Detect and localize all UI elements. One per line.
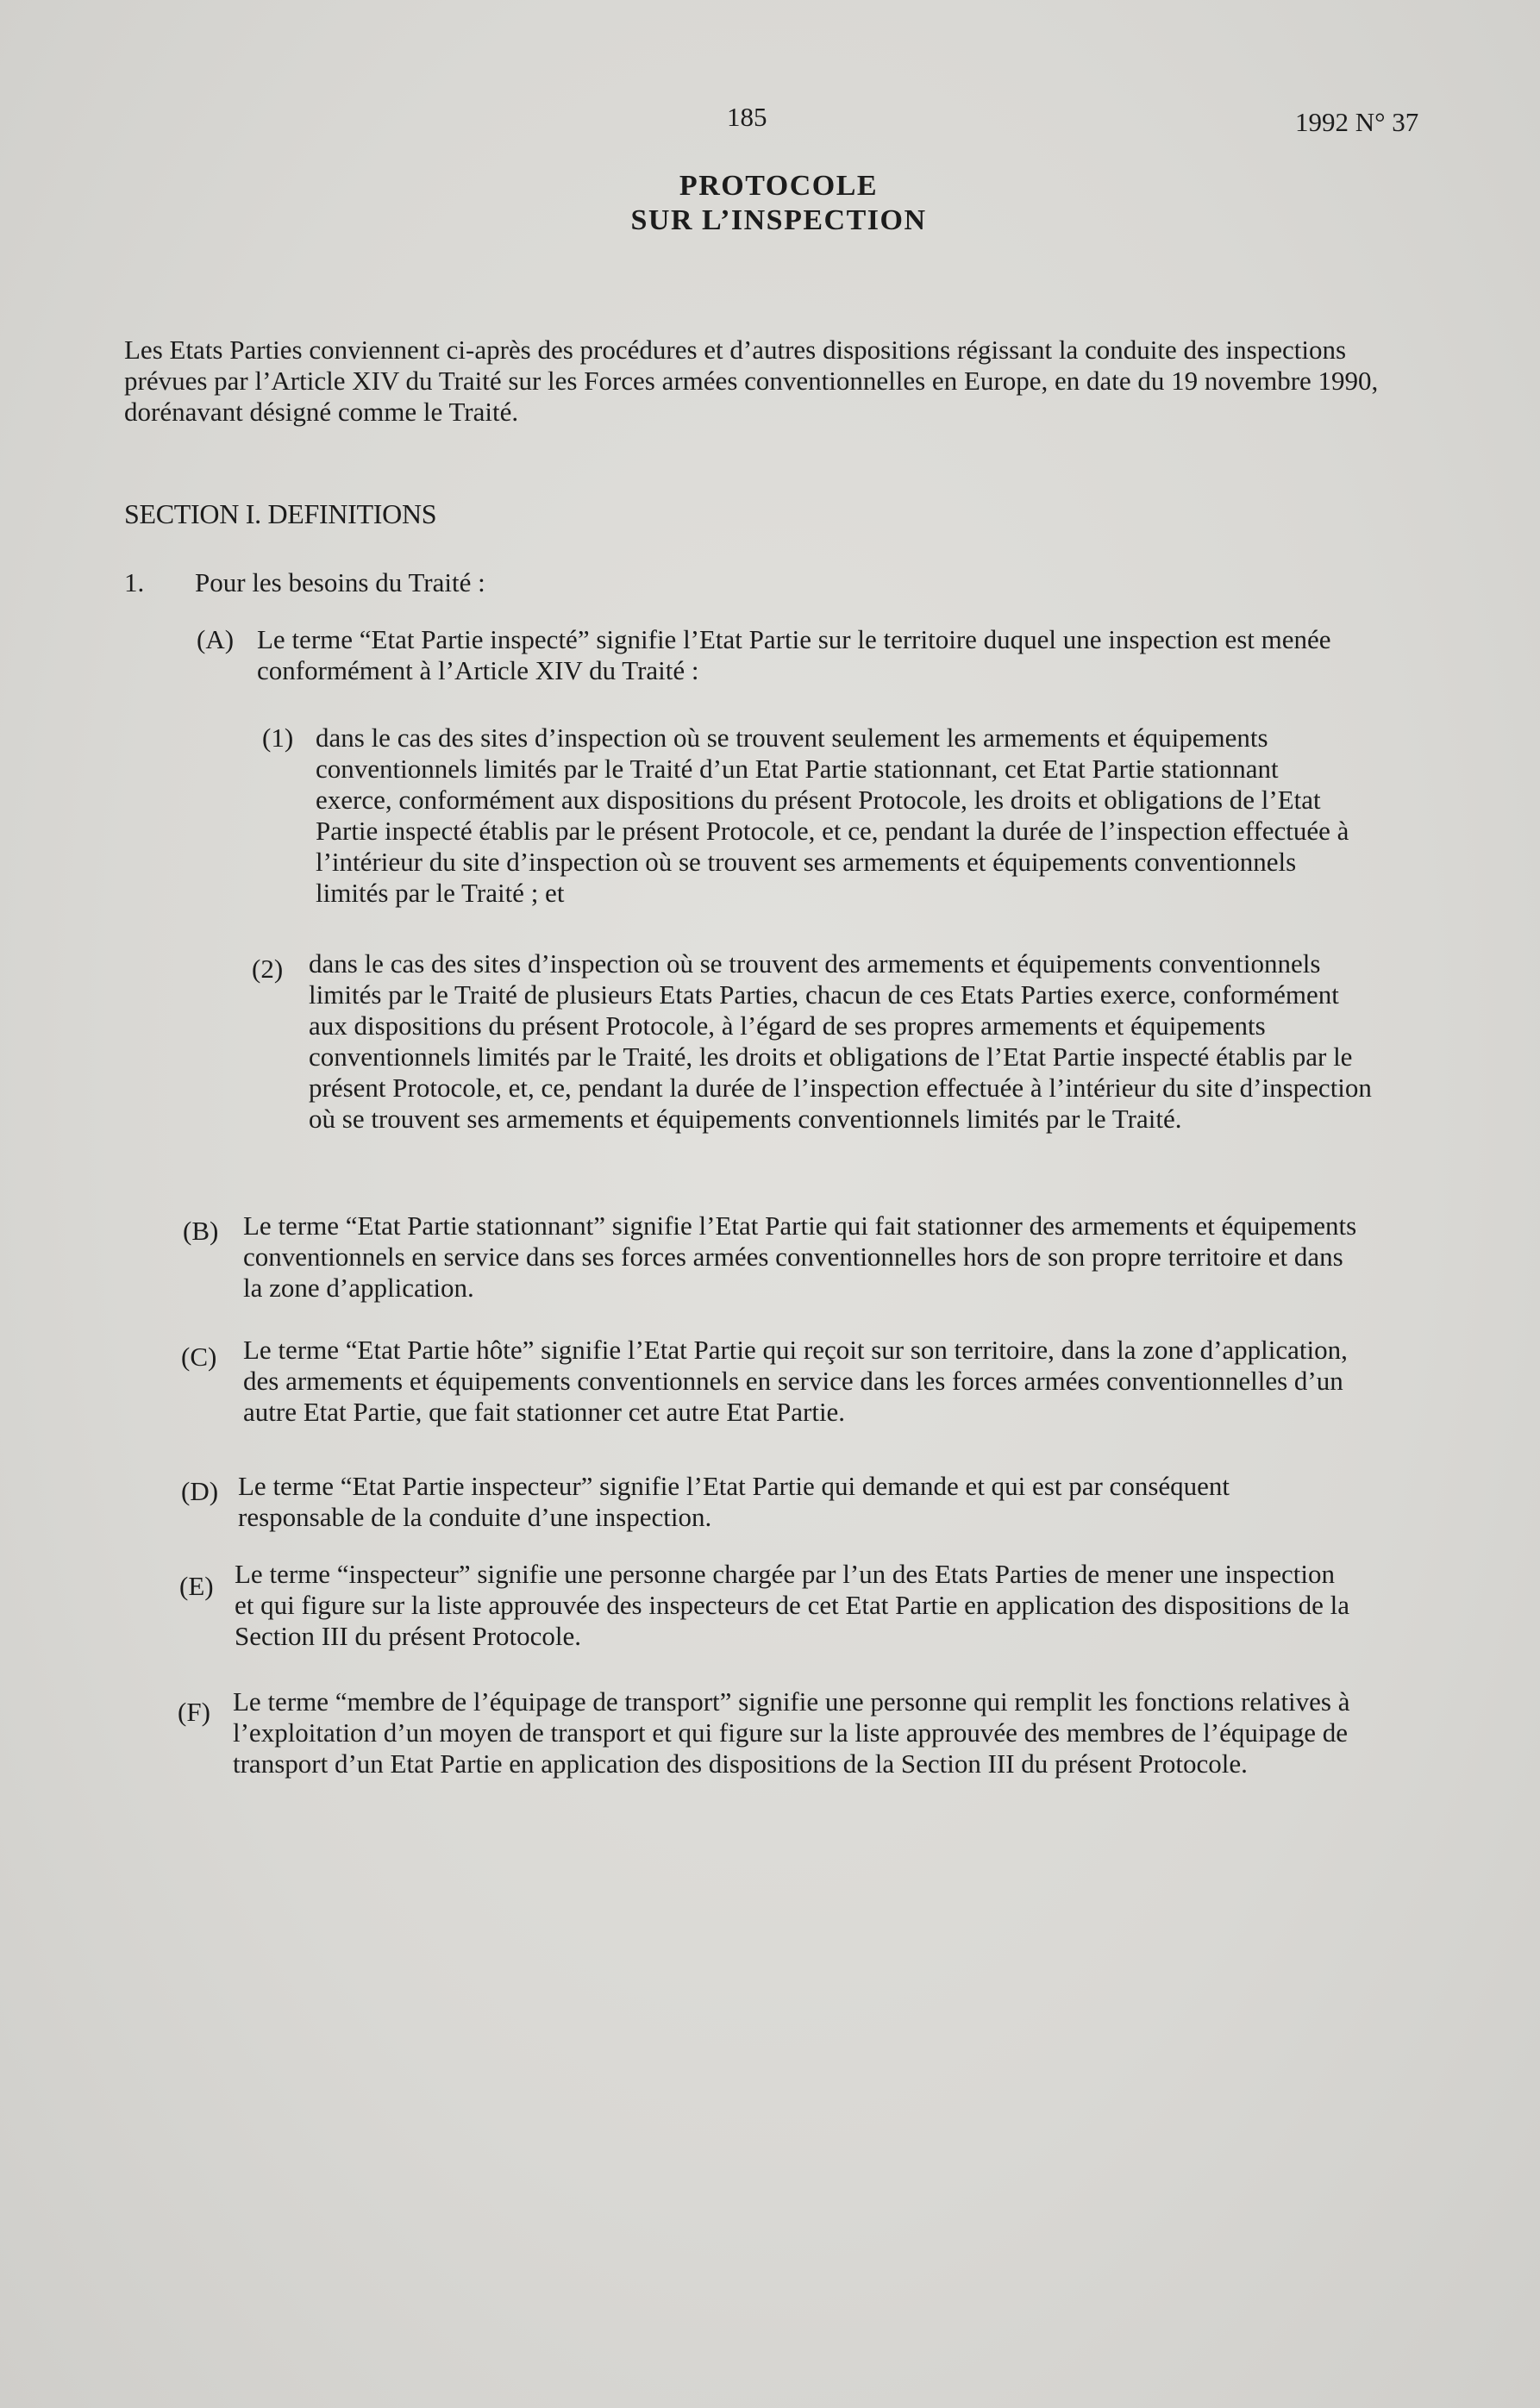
item-text: Pour les besoins du Traité : (195, 567, 485, 597)
item-number: 1. (124, 567, 145, 597)
subitem-text-b: Le terme “Etat Partie stationnant” signifie l’Etat Partie qui fait stationner des armements et équipements conventionnels en service dans ses forces armées conventionnelles hors de son propre territoire et dans la zone d’application. (243, 1210, 1357, 1303)
subitem-text-d: Le terme “Etat Partie inspecteur” signifie l’Etat Partie qui demande et qui est par conséquent responsable de la conduite d’une inspection. (238, 1471, 1230, 1532)
title-line-1: PROTOCOLE (679, 170, 879, 202)
gazette-reference: 1992 N° 37 (1295, 107, 1419, 137)
subitem-label-a2: (2) (252, 954, 284, 984)
subitem-label-d: (D) (181, 1476, 219, 1506)
subitem-text-a2: dans le cas des sites d’inspection où se trouvent des armements et équipements conventionnels limités par le Traité de plusieurs Etats Parties, chacun de ces Etats Parties exerce, conformément aux dispositions du présent Protocole, à l’égard de ses propres armements et équipements conventionnels limités par le Traité, les droits et obligations de l’Etat Partie inspecté établis par le présent Protocole, et, ce, pendant la durée de l’inspection effectuée à l’intérieur du site d’inspection où se trouvent ses armements et équipements conventionnels limités par le Traité. (309, 948, 1372, 1134)
subitem-label-a: (A) (197, 624, 235, 654)
page-number: 185 (727, 102, 767, 132)
subitem-label-b: (B) (183, 1216, 219, 1246)
subitem-label-e: (E) (179, 1571, 214, 1601)
subitem-text-e: Le terme “inspecteur” signifie une personne chargée par l’un des Etats Parties de mener une inspection et qui figure sur la liste approuvée des inspecteurs de cet Etat Partie en application des dispositions de la Section III du présent Protocole. (235, 1559, 1350, 1651)
title-line-2: SUR L’INSPECTION (630, 204, 927, 236)
subitem-text-a1: dans le cas des sites d’inspection où se trouvent seulement les armements et équipements conventionnels limités par le Traité d’un Etat Partie stationnant, cet Etat Partie stationnant exerce, conformément aux dispositions du présent Protocole, les droits et obligations de l’Etat Partie inspecté établis par le présent Protocole, et ce, pendant la durée de l’inspection effectuée à l’intérieur du site d’inspection où se trouvent ses armements et équipements conventionnels limités par le Traité ; et (316, 722, 1349, 908)
subitem-label-a1: (1) (262, 722, 294, 753)
subitem-label-f: (F) (178, 1697, 210, 1727)
subitem-text-f: Le terme “membre de l’équipage de transport” signifie une personne qui remplit les fonctions relatives à l’exploitation d’un moyen de transport et qui figure sur la liste approuvée des membres de l’équipage de transport d’un Etat Partie en application des dispositions de la Section III du présent Protocole. (233, 1686, 1350, 1779)
subitem-text-c: Le terme “Etat Partie hôte” signifie l’Etat Partie qui reçoit sur son territoire, dans la zone d’application, des armements et équipements conventionnels en service dans les forces armées conventionnelles d’un autre Etat Partie, que fait stationner cet autre Etat Partie. (243, 1335, 1348, 1427)
subitem-text-a: Le terme “Etat Partie inspecté” signifie l’Etat Partie sur le territoire duquel une inspection est menée conformément à l’Article XIV du Traité : (257, 624, 1331, 685)
section-heading: SECTION I. DEFINITIONS (124, 498, 437, 529)
document-title (0, 169, 1540, 238)
intro-paragraph: Les Etats Parties conviennent ci-après des procédures et d’autres dispositions régissant la conduite des inspections prévues par l’Article XIV du Traité sur les Forces armées conventionnelles en Europe, en date du 19 novembre 1990, dorénavant désigné comme le Traité. (124, 335, 1379, 427)
subitem-label-c: (C) (181, 1342, 217, 1372)
